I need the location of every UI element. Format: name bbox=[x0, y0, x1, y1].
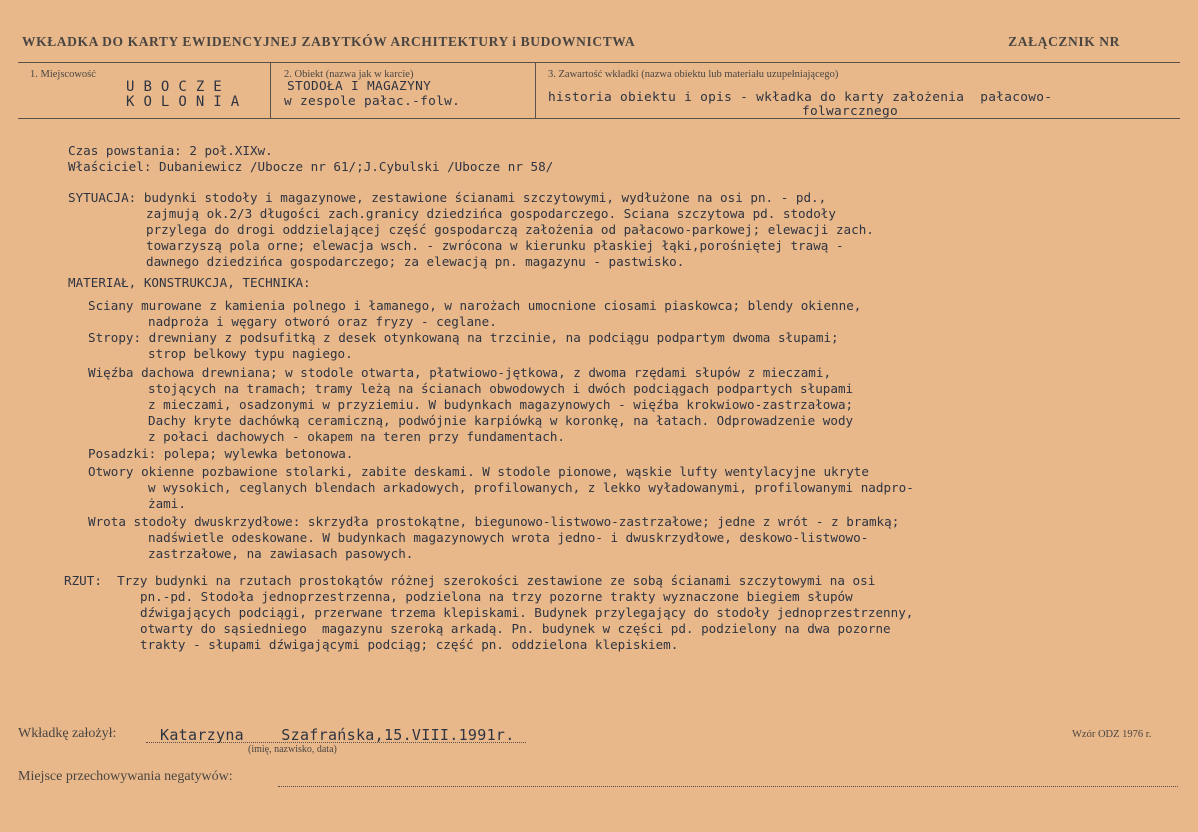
attachment-number-label: ZAŁĄCZNIK NR bbox=[1008, 34, 1120, 49]
header-box-top-rule bbox=[18, 62, 1180, 63]
text-line: Stropy: drewniany z podsufitką z desek otynkowaną na trzcinie, na podciągu podpartym dwoma słupami; bbox=[88, 330, 839, 345]
header-box-divider-1 bbox=[270, 62, 271, 118]
text-line: żami. bbox=[148, 496, 186, 511]
text-line: Więźba dachowa drewniana; w stodole otwarta, płatwiowo-jętkowa, z dwoma rzędami słupów z mieczami, bbox=[88, 365, 832, 380]
text-line: RZUT: Trzy budynki na rzutach prostokątów różnej szerokości zestawione ze sobą ścianami szczytowymi na osi bbox=[64, 573, 876, 588]
text-line: z mieczami, osadzonymi w przyziemiu. W budynkach magazynowych - więźba krokwiowo-zastrzałowa; bbox=[148, 397, 854, 412]
text-line: z połaci dachowych - okapem na teren przy fundamentach. bbox=[148, 429, 566, 444]
text-line: pn.-pd. Stodoła jednoprzestrzenna, podzielona na trzy pozorne trakty wyznaczone biegiem słupów bbox=[140, 589, 853, 604]
text-line: zastrzałowe, na zawiasach pasowych. bbox=[148, 546, 414, 561]
text-line: towarzyszą pola orne; elewacja wsch. - zwrócona w kierunku płaskiej łąki,porośniętej trawą - bbox=[146, 238, 844, 253]
author-value: Katarzyna Szafrańska,15.VIII.1991r. bbox=[160, 726, 515, 744]
negatives-dotted-line bbox=[278, 786, 1178, 787]
object-value-line2: w zespole pałac.-folw. bbox=[284, 94, 461, 109]
content-value-line2: folwarcznego bbox=[802, 104, 899, 119]
text-line: MATERIAŁ, KONSTRUKCJA, TECHNIKA: bbox=[68, 275, 311, 290]
location-value-line2: K O L O N I A bbox=[126, 94, 240, 110]
text-line: Wrota stodoły dwuskrzydłowe: skrzydła prostokątne, biegunowo-listwowo-zastrzałowe; jedne z wrót - z bramką; bbox=[88, 514, 900, 529]
form-code: Wzór ODZ 1976 r. bbox=[1072, 729, 1152, 740]
text-line: Posadzki: polepa; wylewka betonowa. bbox=[88, 446, 354, 461]
author-hint: (imię, nazwisko, data) bbox=[248, 744, 337, 755]
text-line: stojących na tramach; tramy leżą na ścianach obwodowych i dwóch podciągach podpartych słupami bbox=[148, 381, 854, 396]
header-box-divider-2 bbox=[535, 62, 536, 118]
text-line: Otwory okienne pozbawione stolarki, zabite deskami. W stodole pionowe, wąskie lufty wentylacyjne ukryte bbox=[88, 464, 869, 479]
text-line: Czas powstania: 2 poł.XIXw. bbox=[68, 143, 273, 158]
author-label: Wkładkę założył: bbox=[18, 726, 117, 741]
text-line: Sciany murowane z kamienia polnego i łamanego, w narożach umocnione ciosami piaskowca; blendy okienne, bbox=[88, 298, 862, 313]
text-line: dawnego dziedzińca gospodarczego; za elewacją pn. magazynu - pastwisko. bbox=[146, 254, 685, 269]
text-line: strop belkowy typu nagiego. bbox=[148, 346, 353, 361]
object-value-line1: STODOŁA I MAGAZYNY bbox=[287, 79, 432, 94]
object-label: 2. Obiekt (nazwa jak w karcie) bbox=[284, 69, 414, 80]
text-line: Właściciel: Dubaniewicz /Ubocze nr 61/;J.Cybulski /Ubocze nr 58/ bbox=[68, 159, 554, 174]
text-line: nadświetle odeskowane. W budynkach magazynowych wrota jedno- i dwuskrzydłowe, deskowo-listwowo- bbox=[148, 530, 869, 545]
text-line: dźwigających podciągi, przerwane trzema klepiskami. Budynek przylegający do stodoły jednoprzestrzenny, bbox=[140, 605, 914, 620]
negatives-label: Miejsce przechowywania negatywów: bbox=[18, 769, 233, 784]
form-title: WKŁADKA DO KARTY EWIDENCYJNEJ ZABYTKÓW ARCHITEKTURY i BUDOWNICTWA bbox=[22, 34, 636, 49]
text-line: w wysokich, ceglanych blendach arkadowych, profilowanych, z lekko wyładowanymi, profilowanymi nadpro- bbox=[148, 480, 914, 495]
location-label: 1. Miejscowość bbox=[30, 69, 96, 80]
header-box-bottom-rule bbox=[18, 118, 1180, 119]
content-label: 3. Zawartość wkładki (nazwa obiektu lub materiału uzupełniającego) bbox=[548, 69, 839, 80]
text-line: zajmują ok.2/3 długości zach.granicy dziedzińca gospodarczego. Sciana szczytowa pd. stodoły bbox=[146, 206, 836, 221]
text-line: SYTUACJA: budynki stodoły i magazynowe, zestawione ścianami szczytowymi, wydłużone na osi pn. - pd., bbox=[68, 190, 827, 205]
text-line: Dachy kryte dachówką ceramiczną, podwójnie karpiówką w koronkę, na łatach. Odprowadzenie wody bbox=[148, 413, 854, 428]
location-value-line1: U B O C Z E bbox=[126, 79, 223, 95]
content-value-line1: historia obiektu i opis - wkładka do karty założenia pałacowo- bbox=[548, 90, 1053, 105]
text-line: otwarty do sąsiedniego magazynu szeroką arkadą. Pn. budynek w części pd. podzielony na dwa pozorne bbox=[140, 621, 891, 636]
text-line: trakty - słupami dźwigającymi podciąg; część pn. oddzielona klepiskiem. bbox=[140, 637, 679, 652]
text-line: przylega do drogi oddzielającej część gospodarczą założenia od pałacowo-parkowej; elewacji zach. bbox=[146, 222, 874, 237]
text-line: nadproża i węgary otworó oraz fryzy - ceglane. bbox=[148, 314, 497, 329]
